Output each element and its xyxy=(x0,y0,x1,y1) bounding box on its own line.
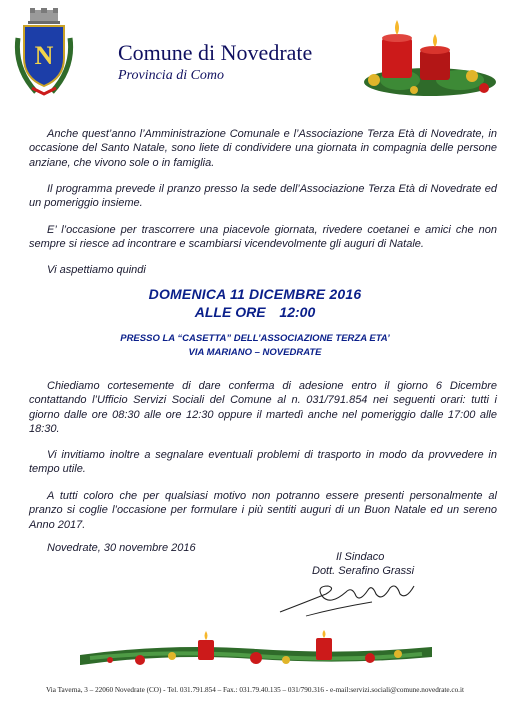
signatory-role: Il Sindaco xyxy=(336,551,385,563)
page-title: Comune di Novedrate xyxy=(118,40,313,65)
paragraph-waiting: Vi aspettiamo quindi xyxy=(47,264,146,276)
paragraph-intro: Anche quest’anno l’Amministrazione Comunale e l’Associazione Terza Età di Novedrate, in occasione del Santo Natale, sono liete di condividere una giornata in compagnia delle persone anziane, che vivono sole o in famiglia. xyxy=(29,128,497,169)
coat-of-arms-icon xyxy=(12,8,76,96)
svg-text:N: N xyxy=(34,41,54,70)
event-address: VIA MARIANO – NOVEDRATE xyxy=(188,347,322,358)
footer-contact: Via Taverna, 3 – 22060 Novedrate (CO) - Tel. 031.791.854 – Fax.: 031.79.40.135 – 031/790.316 - e-mail:servizi.sociali@comune.novedrate.co.it xyxy=(46,686,464,694)
paragraph-occasion: E’ l’occasione per trascorrere una piacevole giornata, rivedere coetanei e amici che non sempre si riesce ad incontrare e scambiarsi vicendevolmente gli auguri di Natale. xyxy=(29,224,497,251)
advent-candles-icon xyxy=(360,8,500,100)
signature-scribble xyxy=(276,572,426,620)
date-line: Novedrate, 30 novembre 2016 xyxy=(47,542,196,554)
event-time-value: 12:00 xyxy=(279,304,316,320)
paragraph-wishes: A tutti coloro che per qualsiasi motivo non potranno essere presenti personalmente al pranzo si coglie l’occasione per formulare i più sentiti auguri di un Buon Natale ed un sereno Anno 2017. xyxy=(29,490,497,531)
event-time-label: ALLE ORE xyxy=(194,304,266,320)
signatory-name: Dott. Serafino Grassi xyxy=(312,565,415,577)
paragraph-program: Il programma prevede il pranzo presso la sede dell’Associazione Terza Età di Novedrate ed un pomeriggio insieme. xyxy=(29,183,497,210)
event-date: DOMENICA 11 DICEMBRE 2016 xyxy=(148,286,362,302)
event-time xyxy=(0,304,510,320)
paragraph-confirmation: Chiediamo cortesemente di dare conferma di adesione entro il giorno 6 Dicembre contattando l’Ufficio Servizi Sociali del Comune al n. 031/791.854 nei seguenti orari: tutti i giorno dalle ore 08:30 alle ore 12:30 oppure il martedì anche nel pomeriggio dalle 17:00 alle 18:30. xyxy=(29,380,497,435)
christmas-garland-icon xyxy=(80,630,432,672)
paragraph-transport: Vi invitiamo inoltre a segnalare eventuali problemi di trasporto in modo da provvedere in tempo utile. xyxy=(29,449,497,476)
event-place: PRESSO LA “CASETTA” DELL’ASSOCIAZIONE TERZA ETA’ xyxy=(120,333,390,344)
page-subtitle: Provincia di Como xyxy=(118,68,225,83)
